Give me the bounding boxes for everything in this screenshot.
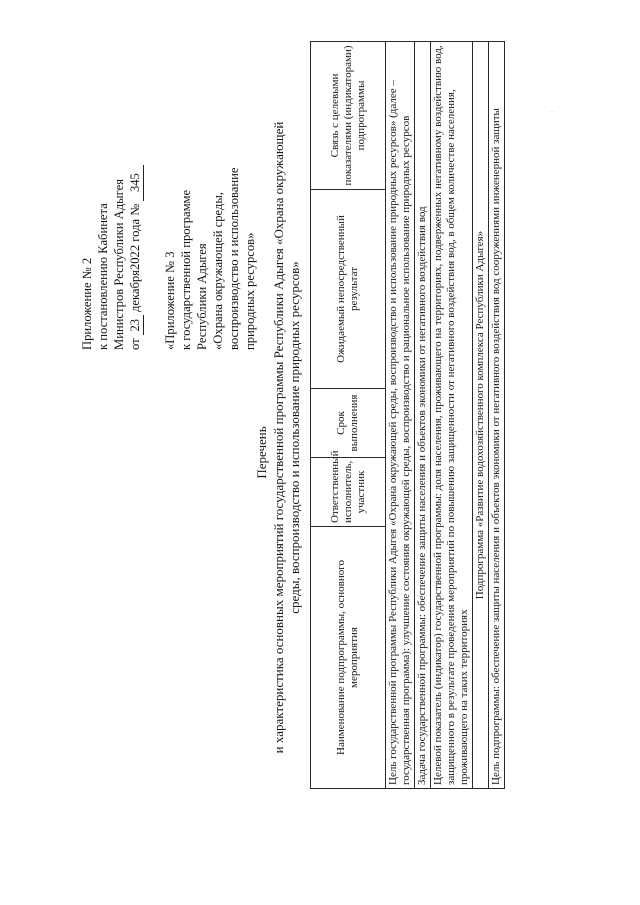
measures-table	[310, 41, 505, 789]
table-header-row	[311, 42, 386, 789]
header-cell-result: Ожидаемый непосредственный результат	[311, 190, 386, 389]
appendix-2-word: к	[96, 343, 110, 350]
appendix-3-line4: воспроизводство и использование	[227, 167, 241, 350]
appendix-2-line1	[95, 100, 111, 350]
header-cell-deadline: Срок выполнения	[311, 389, 386, 458]
appendix-3-word: программе	[179, 189, 193, 248]
table-row-text: Целевой показатель (индикатор) государственной программы: доля населения, проживающего на территориях, подверженных негативному воздействию вод, защищенного в результате проведения мероприятий по повышению защищенности от негативного воздействия вод, в общем количестве населения, проживающего на таких территориях	[431, 42, 473, 789]
appendix-3-line3	[210, 100, 226, 350]
date-day: 23	[127, 315, 144, 335]
appendix-2-date-line	[127, 100, 144, 350]
appendix-3-word: Республики	[195, 286, 209, 350]
table-row-text: Задача государственной программы: обеспечение защиты населения и объектов экономики от негативного воздействия вод	[415, 42, 431, 789]
header-cell-name: Наименование подпрограммы, основного мероприятия	[311, 527, 386, 789]
table-row	[489, 42, 505, 789]
table-row	[431, 42, 473, 789]
table-row	[386, 42, 415, 789]
appendix-3-title: «Приложение № 3	[163, 251, 177, 350]
table-row-text: Цель государственной программы Республики Адыгея «Охрана окружающей среды, воспроизводство и использование природных ресурсов» (далее – государственная программа): улучшение состояния окружающей среды, воспроизводство и рациональное использование природных ресурсов	[386, 42, 415, 789]
appendix-2-word: постановлению	[96, 256, 110, 341]
date-month-year: декабря2022 года №	[128, 203, 142, 313]
header-cell-indicators: Связь с целевыми показателями (индикаторами) подпрограммы	[311, 42, 386, 190]
subtitle-line-1: и характеристика основных мероприятий государственной программы Республики Адыгея «Охрана окружающей	[271, 121, 286, 754]
scan-speck: ·	[548, 110, 557, 113]
table-row-text: Цель подпрограммы: обеспечение защиты населения и объектов экономики от негативного воздействия вод сооружениями инженерной защиты	[489, 42, 505, 789]
appendix-2-block	[79, 100, 144, 350]
appendix-3-block	[162, 100, 258, 350]
appendix-3-word: среды,	[211, 192, 225, 228]
appendix-3-line1	[178, 100, 194, 350]
appendix-2-line2: Министров Республики Адыгея	[112, 178, 126, 350]
appendix-3-word: окружающей	[211, 230, 225, 301]
appendix-3-word: государственной	[179, 250, 193, 341]
decree-number: 345	[127, 165, 144, 201]
table-row	[415, 42, 431, 789]
appendix-2-word: Кабинета	[96, 203, 110, 254]
header-cell-executor: Ответственный исполнитель, участник	[311, 458, 386, 527]
appendix-2-title: Приложение № 2	[80, 257, 94, 350]
date-prefix: от	[128, 338, 142, 350]
table-row-text: Подпрограмма «Развитие водохозяйственного комплекса Республики Адыгея»	[473, 42, 489, 789]
appendix-3-line2	[194, 100, 210, 350]
document-subtitle	[271, 50, 303, 825]
appendix-3-line5: природных ресурсов»	[243, 232, 257, 350]
appendix-3-word: к	[179, 343, 193, 350]
document-title: Перечень	[254, 426, 269, 479]
subtitle-line-2: среды, воспроизводство и использование природных ресурсов»	[287, 261, 302, 614]
appendix-3-word: «Охрана	[211, 304, 225, 350]
appendix-3-word: Адыгея	[195, 243, 209, 284]
table-row	[473, 42, 489, 789]
